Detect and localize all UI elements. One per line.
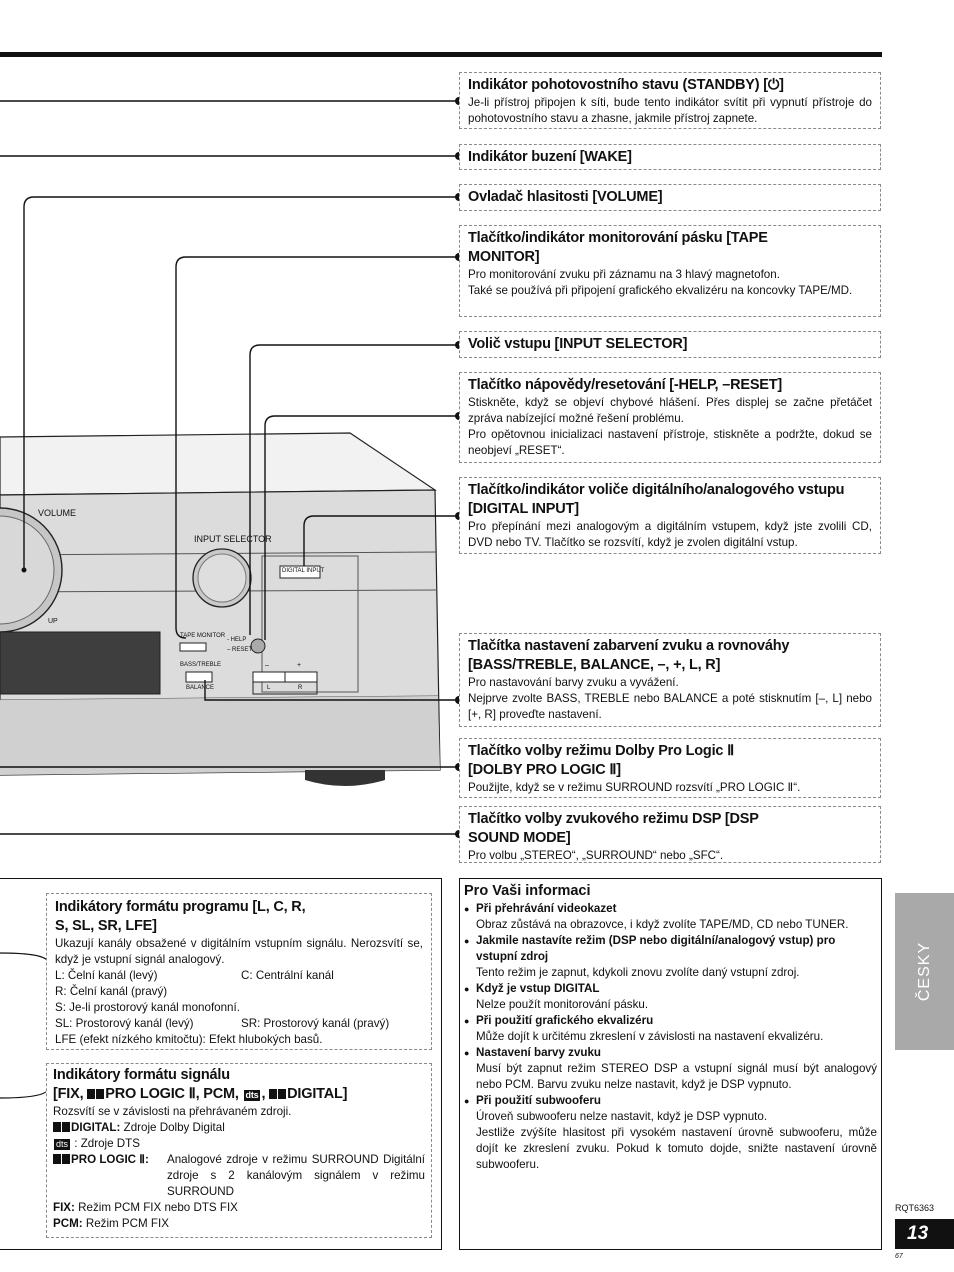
callout-desc: Také se používá při připojení grafického ekvalizéru na koncovky TAPE/MD. — [468, 284, 853, 297]
info-item-head: ● Když je vstup DIGITAL — [464, 981, 877, 997]
program-format-box — [46, 893, 432, 1050]
info-item-text: Úroveň subwooferu nelze nastavit, když je DSP vypnuto. — [476, 1110, 768, 1123]
channel-s: S: Je-li prostorový kanál monofonní. — [55, 1001, 240, 1014]
channel-c: C: Centrální kanál — [241, 969, 334, 982]
signal-format-intro: Rozsvítí se v závislosti na přehrávaném zdroji. — [53, 1105, 292, 1118]
digital-text: Zdroje Dolby Digital — [123, 1121, 225, 1134]
callout-desc: Použijte, když se v režimu SURROUND rozsvítí „PRO LOGIC Ⅱ“. — [468, 781, 801, 794]
info-item-text: Tento režim je zapnut, kdykoli znovu zvolíte daný vstupní zdroj. — [476, 966, 800, 979]
signal-format-box — [46, 1063, 432, 1238]
callout-bass-treble — [459, 633, 881, 727]
dolby-d-icon — [62, 1154, 70, 1164]
language-tab-label: ČESKY — [915, 941, 933, 1002]
label-l: L — [267, 685, 271, 691]
dts-text: : Zdroje DTS — [74, 1137, 140, 1150]
callout-title: Tlačítko nápovědy/resetování [-HELP, –RESET] — [468, 377, 783, 393]
callout-tape-monitor — [459, 225, 881, 317]
digital-label: DIGITAL: — [71, 1121, 121, 1134]
doc-code: RQT6363 — [895, 1203, 935, 1213]
pcm-text: Režim PCM FIX — [85, 1217, 169, 1230]
callout-desc: Je-li přístroj připojen k síti, bude tento indikátor svítit při vypnutí přístroje do pohotovostního stavu a zhasne, jakmile přístroj zapnete. — [468, 96, 872, 125]
info-item-head: ● Jakmile nastavíte režim (DSP nebo digitální/analogový vstup) pro vstupní zdroj — [464, 933, 877, 965]
label-balance: BALANCE — [186, 685, 215, 691]
program-format-title: Indikátory formátu programu [L, C, R, S, SL, SR, LFE] — [55, 899, 306, 934]
program-format-intro: Ukazují kanály obsažené v digitálním vstupním signálu. Nerozsvítí se, když je vstupní signál analogový. — [55, 937, 423, 966]
info-box — [459, 878, 882, 1250]
info-item-head: ● Při použití subwooferu — [464, 1093, 877, 1109]
receiver-illustration — [0, 0, 470, 880]
info-item-text: Obraz zůstává na obrazovce, i když zvolíte TAPE/MD, CD nebo TUNER. — [476, 918, 849, 931]
callout-desc: Pro monitorování zvuku při záznamu na 3 hlavý magnetofon. — [468, 268, 780, 281]
info-item-head: ● Při použití grafického ekvalizéru — [464, 1013, 877, 1029]
label-volume: VOLUME — [38, 508, 77, 518]
callout-standby — [459, 72, 881, 129]
channel-r: R: Čelní kanál (pravý) — [55, 985, 168, 998]
callout-desc: Pro opětovnou inicializaci nastavení přístroje, stiskněte a podržte, dokud se neobjeví „RESET“. — [468, 428, 872, 457]
callout-desc: Pro přepínání mezi analogovým a digitálním vstupem, když jste zvolili CD, DVD nebo TV. Tlačítko se rozsvítí, když je zvolen digitální vstup. — [468, 520, 872, 549]
label-tape-monitor: TAPE MONITOR — [180, 633, 226, 639]
label-bass-treble: BASS/TREBLE — [180, 662, 222, 668]
dolby-d-icon — [96, 1089, 104, 1099]
pcm-label: PCM: — [53, 1217, 83, 1230]
channel-sr: SR: Prostorový kanál (pravý) — [241, 1017, 390, 1030]
plii-label: PRO LOGIC Ⅱ: — [71, 1153, 149, 1166]
signal-format-title-fix: [FIX, — [53, 1086, 84, 1102]
info-item-text: Musí být zapnut režim STEREO DSP a vstupní signál musí být analogový nebo PCM. Barvu zvuku nelze nastavit, když je DSP vypnuto. — [476, 1062, 877, 1091]
label-plus: + — [297, 662, 302, 669]
label-reset: – RESET — [227, 647, 253, 653]
info-item-text: Může dojít k určitému zkreslení v závislosti na nastavení ekvalizéru. — [476, 1030, 824, 1043]
callout-digital-input — [459, 477, 881, 554]
callout-desc: Pro volbu „STEREO“, „SURROUND“ nebo „SFC“. — [468, 849, 724, 862]
callout-desc: Nejprve zvolte BASS, TREBLE nebo BALANCE a poté stisknutím [–, L] nebo [+, R] proveďte nastavení. — [468, 692, 872, 721]
language-tab — [895, 893, 954, 1050]
info-item-head: ● Při přehrávání videokazet — [464, 901, 877, 917]
callout-desc: Stiskněte, když se objeví chybové hlášení. Přes displej se začne přetáčet zpráva nabízející možné řešení problému. — [468, 396, 872, 425]
callout-title: Tlačítko volby režimu Dolby Pro Logic Ⅱ [DOLBY PRO LOGIC Ⅱ] — [468, 743, 735, 778]
signal-format-title-plii: PRO LOGIC Ⅱ, PCM, — [105, 1086, 239, 1102]
dolby-d-icon — [269, 1089, 277, 1099]
callout-title: Tlačítko/indikátor monitorování pásku [TAPE MONITOR] — [468, 230, 768, 265]
dolby-d-icon — [53, 1154, 61, 1164]
plii-text: Analogové zdroje v režimu SURROUND Digitální zdroje s 2 kanálovým signálem v režimu SURROUND — [167, 1153, 425, 1198]
label-up: UP — [48, 618, 58, 625]
channel-l: L: Čelní kanál (levý) — [55, 969, 158, 982]
label-input-selector: INPUT SELECTOR — [194, 534, 272, 544]
channel-lfe: LFE (efekt nízkého kmitočtu): Efekt hlubokých basů. — [55, 1033, 323, 1046]
signal-format-title-digital: DIGITAL] — [287, 1086, 348, 1102]
label-minus: – — [265, 662, 269, 669]
dolby-d-icon — [53, 1122, 61, 1132]
callout-wake — [459, 144, 881, 170]
callout-title: Indikátor pohotovostního stavu (STANDBY) [⏻] — [468, 77, 784, 93]
callout-desc: Pro nastavování barvy zvuku a vyvážení. — [468, 676, 679, 689]
fix-label: FIX: — [53, 1201, 75, 1214]
corner-mark: 67 — [895, 1253, 903, 1260]
info-title: Pro Vaši informaci — [464, 883, 591, 899]
fix-text: Režim PCM FIX nebo DTS FIX — [78, 1201, 238, 1214]
callout-dolby-pro-logic — [459, 738, 881, 798]
callout-title: Indikátor buzení [WAKE] — [468, 149, 632, 165]
channel-sl: SL: Prostorový kanál (levý) — [55, 1017, 194, 1030]
dolby-d-icon — [87, 1089, 95, 1099]
callout-title: Tlačítko/indikátor voliče digitálního/analogového vstupu [DIGITAL INPUT] — [468, 482, 845, 517]
digital-input-button[interactable]: DIGITAL INPUT — [282, 568, 325, 574]
callout-input-selector — [459, 331, 881, 358]
dts-logo-icon: dts — [56, 1139, 69, 1149]
label-r: R — [298, 685, 303, 691]
callout-title: Tlačítka nastavení zabarvení zvuku a rovnováhy [BASS/TREBLE, BALANCE, –, +, L, R] — [468, 638, 790, 673]
dolby-d-icon — [62, 1122, 70, 1132]
signal-format-title: Indikátory formátu signálu — [53, 1067, 230, 1083]
info-item-head: ● Nastavení barvy zvuku — [464, 1045, 877, 1061]
callout-title: Volič vstupu [INPUT SELECTOR] — [468, 336, 688, 352]
dts-logo-icon: dts — [245, 1090, 259, 1100]
callout-volume — [459, 184, 881, 211]
callout-dsp-sound-mode — [459, 806, 881, 863]
callout-title: Ovladač hlasitosti [VOLUME] — [468, 189, 663, 205]
info-item-text: Nelze použít monitorování pásku. — [476, 998, 649, 1011]
label-help: - HELP — [227, 637, 247, 643]
dolby-d-icon — [278, 1089, 286, 1099]
callout-title: Tlačítko volby zvukového režimu DSP [DSP SOUND MODE] — [468, 811, 759, 846]
callout-help-reset — [459, 372, 881, 463]
signal-format-title-comma: , — [261, 1086, 266, 1102]
page-number: 13 — [895, 1219, 954, 1249]
info-item-text: Jestliže zvýšíte hlasitost při vysokém nastavení úrovně subwooferu, může dojít ke zkreslení zvuku. Pokud k tomuto dojde, snižte nastavení úrovně subwooferu. — [476, 1126, 877, 1171]
